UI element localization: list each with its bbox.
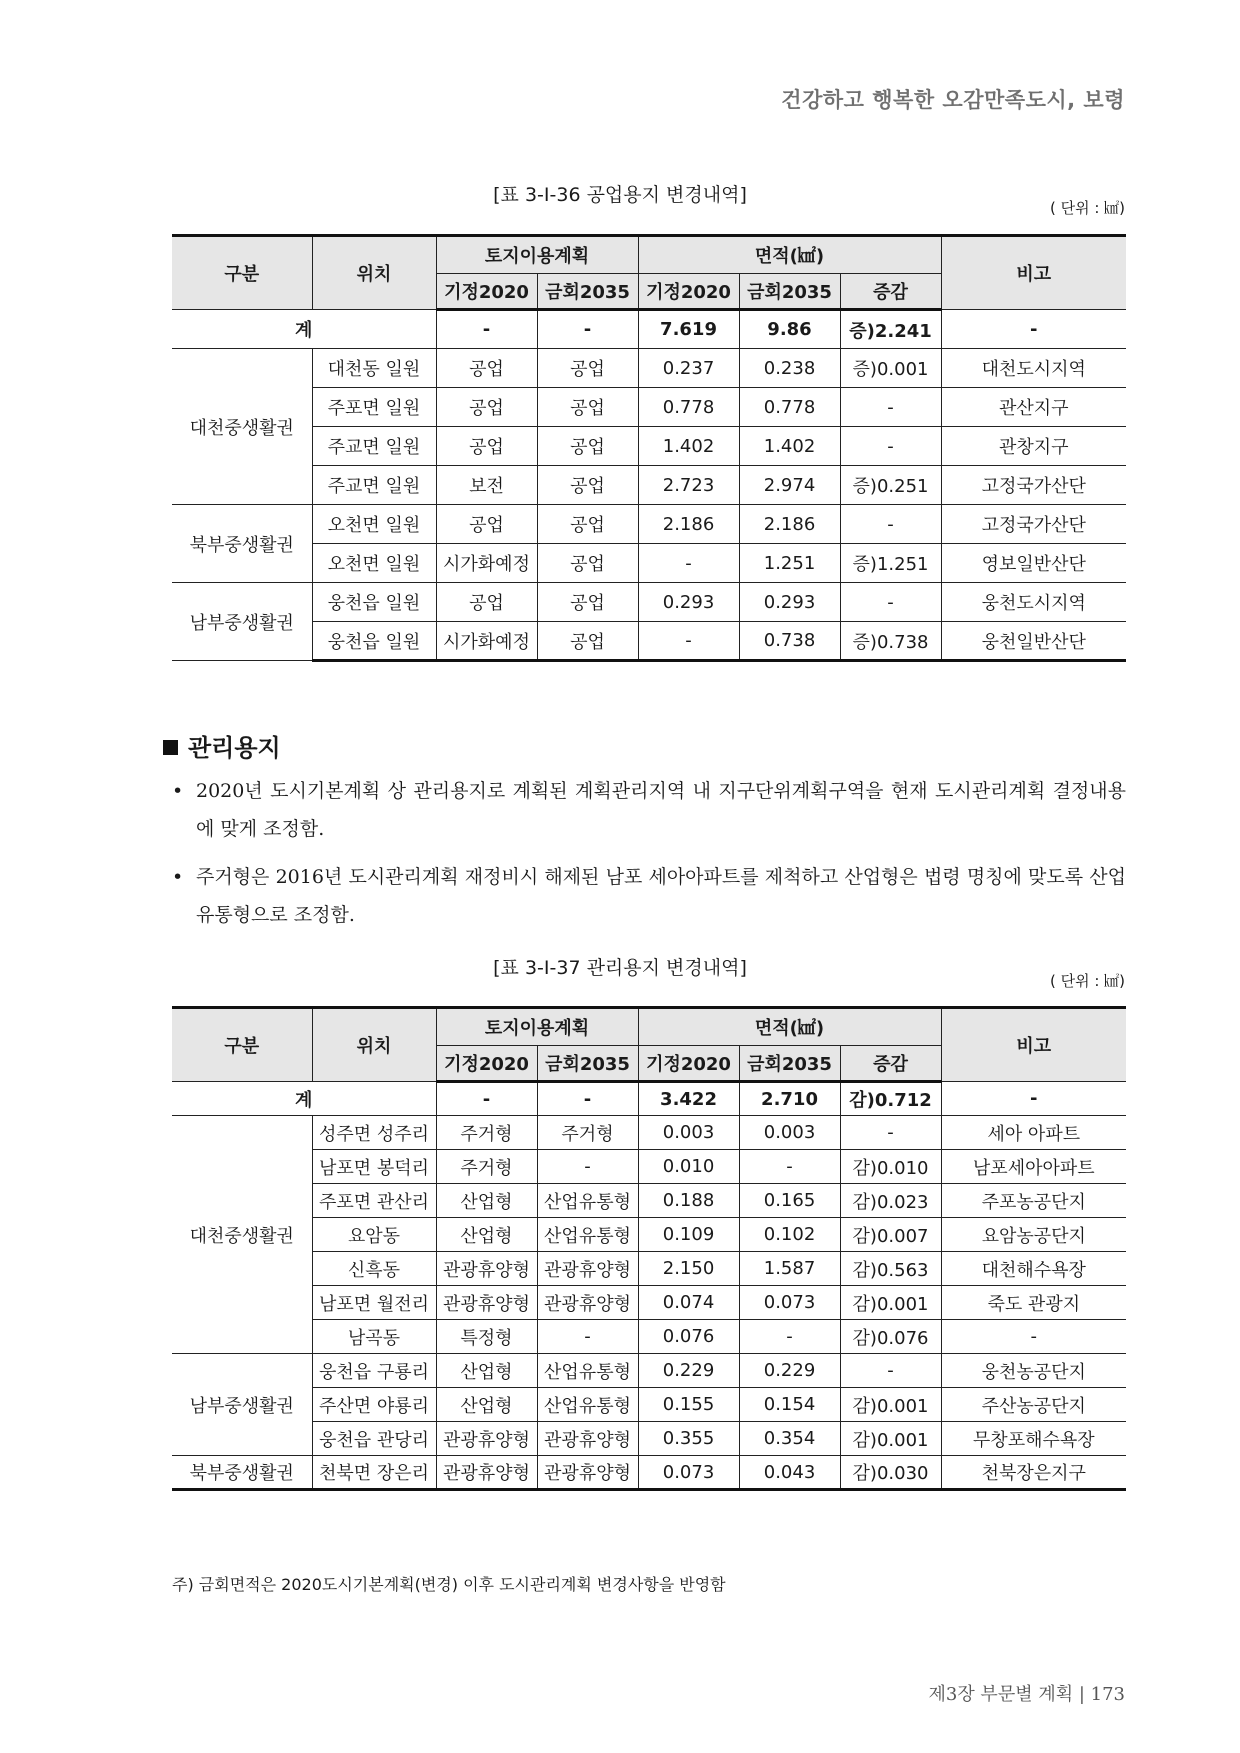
group-cell: 남부중생활권 [172,583,312,661]
bullet-dot-icon: • [172,780,184,802]
table-cell: 대천해수욕장 [941,1252,1126,1286]
table-cell: 관산지구 [941,388,1126,427]
table-cell: 시가화예정 [436,544,537,583]
table-row [172,1150,1126,1184]
table2-unit: ( 단위 : ㎢) [1049,972,1125,990]
total-cell: - [436,310,537,349]
bullet-dot-icon: • [172,866,184,888]
table-row [172,1456,1126,1490]
table-cell: 감)0.010 [840,1150,941,1184]
table-cell: 웅천도시지역 [941,583,1126,622]
table-cell: 남포세아아파트 [941,1150,1126,1184]
table-cell: 산업유통형 [537,1388,638,1422]
table-cell: 증)0.738 [840,622,941,661]
table-cell: 0.229 [739,1354,840,1388]
table-cell: 주포면 관산리 [312,1184,436,1218]
section-title-text: 관리용지 [188,734,281,762]
table-row [172,349,1126,388]
table-cell: 0.073 [638,1456,739,1490]
table-cell: 0.154 [739,1388,840,1422]
table-cell: - [840,583,941,622]
table-cell: - [537,1150,638,1184]
total-cell: - [537,1082,638,1116]
table-row [172,1184,1126,1218]
header-land-use: 토지이용계획 [436,236,638,274]
table-cell: 2.150 [638,1252,739,1286]
table-cell: 공업 [537,622,638,661]
table-cell: 공업 [436,349,537,388]
table-cell: 남포면 봉덕리 [312,1150,436,1184]
header-sub: 금회2035 [739,1046,840,1082]
table-cell: 감)0.076 [840,1320,941,1354]
table-cell: 2.723 [638,466,739,505]
total-cell: 2.710 [739,1082,840,1116]
table-cell: 1.251 [739,544,840,583]
table-cell: 관광휴양형 [537,1422,638,1456]
table-cell: 감)0.563 [840,1252,941,1286]
table-cell: 0.155 [638,1388,739,1422]
table-cell: 산업유통형 [537,1218,638,1252]
bullet-text: 주거형은 2016년 도시관리계획 재정비시 해제된 남포 세아아파트를 제척하고 산업형은 법령 명칭에 맞도록 산업유통형으로 조정함. [196,866,1126,926]
bullet-item [172,858,1126,934]
table-row [172,622,1126,661]
table-cell: 0.293 [739,583,840,622]
header-land-use: 토지이용계획 [436,1008,638,1046]
table-cell: - [840,388,941,427]
header-location: 위치 [312,1008,436,1082]
table-cell: 주포면 일원 [312,388,436,427]
table-cell: 대천동 일원 [312,349,436,388]
table-cell: 대천도시지역 [941,349,1126,388]
table-row [172,466,1126,505]
header-location: 위치 [312,236,436,310]
table-row [172,427,1126,466]
total-row [172,1082,1126,1116]
table-cell: 0.778 [739,388,840,427]
table-cell: 증)0.001 [840,349,941,388]
group-cell: 남부중생활권 [172,1354,312,1456]
table-cell: 0.003 [638,1116,739,1150]
table-cell: 1.402 [638,427,739,466]
table-cell: 관창지구 [941,427,1126,466]
group-cell: 북부중생활권 [172,1456,312,1490]
table-cell: 0.778 [638,388,739,427]
table-cell: 0.229 [638,1354,739,1388]
table-cell: 공업 [436,388,537,427]
table-cell: 관광휴양형 [537,1286,638,1320]
header-remark: 비고 [941,236,1126,310]
table-row [172,1422,1126,1456]
footer-separator: | [1078,1684,1091,1705]
table-cell: 주포농공단지 [941,1184,1126,1218]
table-cell: - [537,1320,638,1354]
header-sub: 기정2020 [638,1046,739,1082]
table-cell: 주거형 [537,1116,638,1150]
table-cell: 산업유통형 [537,1184,638,1218]
header-sub: 증감 [840,1046,941,1082]
table-cell: 시가화예정 [436,622,537,661]
table-row [172,1286,1126,1320]
table-cell: 0.010 [638,1150,739,1184]
table-cell: 공업 [537,544,638,583]
table-cell: 산업형 [436,1218,537,1252]
table-cell: 1.402 [739,427,840,466]
table-row [172,1388,1126,1422]
table-cell: 0.076 [638,1320,739,1354]
table-cell: 0.293 [638,583,739,622]
table-cell: 오천면 일원 [312,505,436,544]
table-cell: 공업 [537,388,638,427]
running-header: 건강하고 행복한 오감만족도시, 보령 [781,88,1125,112]
header-sub: 증감 [840,274,941,310]
table-cell: 0.237 [638,349,739,388]
table-cell: 신흑동 [312,1252,436,1286]
table-row [172,1252,1126,1286]
table-cell: 오천면 일원 [312,544,436,583]
table-cell: 0.738 [739,622,840,661]
table-cell: 산업형 [436,1388,537,1422]
table-cell: 무창포해수욕장 [941,1422,1126,1456]
total-cell: 증)2.241 [840,310,941,349]
table-row [172,1218,1126,1252]
table-cell: 공업 [436,505,537,544]
table-note: 주) 금회면적은 2020도시기본계획(변경) 이후 도시관리계획 변경사항을 반영함 [172,1575,726,1594]
table-cell: 감)0.030 [840,1456,941,1490]
table-cell: 0.238 [739,349,840,388]
total-label: 계 [172,1082,436,1116]
table-cell: 요암농공단지 [941,1218,1126,1252]
table-cell: 고정국가산단 [941,466,1126,505]
table-row [172,583,1126,622]
table-cell: 산업형 [436,1184,537,1218]
table-row [172,388,1126,427]
table-cell: 웅천읍 관당리 [312,1422,436,1456]
table-cell: 영보일반산단 [941,544,1126,583]
table-cell: 웅천읍 구룡리 [312,1354,436,1388]
table-cell: 관광휴양형 [436,1422,537,1456]
table-cell: - [739,1320,840,1354]
page-number: 173 [1090,1684,1125,1705]
table-cell: 웅천읍 일원 [312,622,436,661]
bullet-item [172,772,1126,848]
table-cell: 요암동 [312,1218,436,1252]
header-sub: 기정2020 [436,274,537,310]
total-cell: - [941,1082,1126,1116]
table-cell: - [840,427,941,466]
header-sub: 금회2035 [537,1046,638,1082]
table-cell: 관광휴양형 [537,1252,638,1286]
table-cell: 0.188 [638,1184,739,1218]
table-cell: 천북장은지구 [941,1456,1126,1490]
table-cell: 죽도 관광지 [941,1286,1126,1320]
table-cell: 0.102 [739,1218,840,1252]
total-cell: 감)0.712 [840,1082,941,1116]
table-cell: 특정형 [436,1320,537,1354]
table-cell: 감)0.001 [840,1422,941,1456]
header-remark: 비고 [941,1008,1126,1082]
total-row [172,310,1126,349]
table-cell: - [840,1116,941,1150]
table-cell: 주거형 [436,1116,537,1150]
table-cell: 감)0.001 [840,1388,941,1422]
table-cell: 관광휴양형 [436,1456,537,1490]
table-cell: 세아 아파트 [941,1116,1126,1150]
header-area: 면적(㎢) [638,1008,941,1046]
table-cell: 주산농공단지 [941,1388,1126,1422]
header-gubun: 구분 [172,236,312,310]
table-cell: 관광휴양형 [436,1252,537,1286]
table1-unit: ( 단위 : ㎢) [1049,199,1125,217]
table-cell: 감)0.001 [840,1286,941,1320]
table-cell: 증)1.251 [840,544,941,583]
table-cell: - [840,505,941,544]
section-title [163,728,281,763]
total-cell: - [941,310,1126,349]
table-cell: 공업 [537,427,638,466]
table-cell: - [638,544,739,583]
table-cell: 관광휴양형 [537,1456,638,1490]
table-cell: - [739,1150,840,1184]
table-cell: 감)0.007 [840,1218,941,1252]
table-row [172,1354,1126,1388]
table-cell: 공업 [436,427,537,466]
group-cell: 대천중생활권 [172,1116,312,1354]
table-cell: 고정국가산단 [941,505,1126,544]
table-cell: 0.109 [638,1218,739,1252]
header-sub: 기정2020 [436,1046,537,1082]
table-cell: 공업 [436,583,537,622]
table-cell: 관광휴양형 [436,1286,537,1320]
table-row [172,505,1126,544]
table-row [172,1116,1126,1150]
header-sub: 금회2035 [537,274,638,310]
table-cell: 0.003 [739,1116,840,1150]
table-cell: 0.165 [739,1184,840,1218]
page-footer [928,1680,1125,1706]
table-cell: - [941,1320,1126,1354]
table-cell: 감)0.023 [840,1184,941,1218]
table-cell: 산업유통형 [537,1354,638,1388]
table-cell: 웅천농공단지 [941,1354,1126,1388]
table-cell: 1.587 [739,1252,840,1286]
total-cell: 3.422 [638,1082,739,1116]
table-cell: 주거형 [436,1150,537,1184]
table-industrial-land [172,234,1126,662]
header-area: 면적(㎢) [638,236,941,274]
total-cell: 9.86 [739,310,840,349]
table-cell: 공업 [537,583,638,622]
total-cell: - [436,1082,537,1116]
table-cell: 공업 [537,349,638,388]
header-gubun: 구분 [172,1008,312,1082]
table-cell: 0.355 [638,1422,739,1456]
table1-caption: [표 3-Ⅰ-36 공업용지 변경내역] [493,184,747,206]
table-cell: 0.073 [739,1286,840,1320]
header-sub: 기정2020 [638,274,739,310]
bullet-text: 2020년 도시기본계획 상 관리용지로 계획된 계획관리지역 내 지구단위계획구역을 현재 도시관리계획 결정내용에 맞게 조정함. [196,780,1126,840]
table-cell: 성주면 성주리 [312,1116,436,1150]
table-cell: 남포면 월전리 [312,1286,436,1320]
table-row [172,544,1126,583]
table-row [172,1320,1126,1354]
total-cell: 7.619 [638,310,739,349]
group-cell: 대천중생활권 [172,349,312,505]
table-cell: 2.186 [638,505,739,544]
table-cell: - [638,622,739,661]
table-cell: 주교면 일원 [312,427,436,466]
table-cell: 0.074 [638,1286,739,1320]
table-cell: 공업 [537,466,638,505]
table-cell: 보전 [436,466,537,505]
table-cell: 주교면 일원 [312,466,436,505]
table-cell: 천북면 장은리 [312,1456,436,1490]
table-cell: 증)0.251 [840,466,941,505]
table2-caption: [표 3-Ⅰ-37 관리용지 변경내역] [493,957,747,979]
total-label: 계 [172,310,436,349]
table-cell: 산업형 [436,1354,537,1388]
table-cell: 2.974 [739,466,840,505]
table-cell: 0.043 [739,1456,840,1490]
header-sub: 금회2035 [739,274,840,310]
total-cell: - [537,310,638,349]
table-cell: 웅천일반산단 [941,622,1126,661]
group-cell: 북부중생활권 [172,505,312,583]
footer-chapter: 제3장 부문별 계획 [928,1684,1074,1705]
table-cell: 남곡동 [312,1320,436,1354]
table-cell: 2.186 [739,505,840,544]
square-bullet-icon [163,740,178,755]
table-cell: 공업 [537,505,638,544]
table-cell: - [840,1354,941,1388]
table-management-land [172,1006,1126,1491]
table-cell: 0.354 [739,1422,840,1456]
table-cell: 웅천읍 일원 [312,583,436,622]
table-cell: 주산면 야룡리 [312,1388,436,1422]
